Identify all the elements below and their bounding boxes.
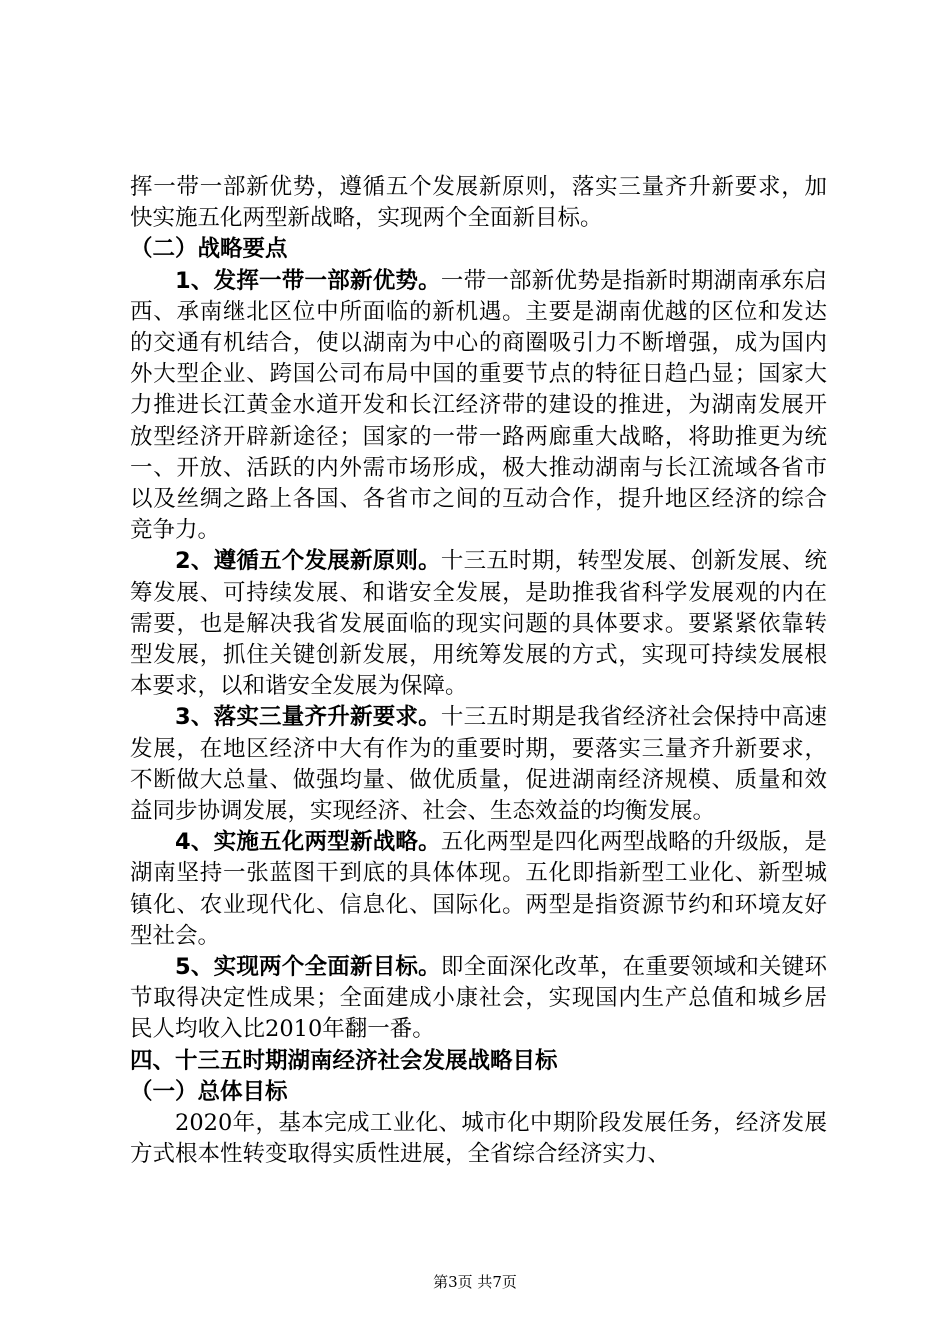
page-footer: 第3页 共7页 [433,1273,517,1291]
intro-paragraph: 挥一带一部新优势，遵循五个发展新原则，落实三量齐升新要求，加快实施五化两型新战略，实现两个全面新目标。 [130,174,827,232]
point-paragraph-1 [130,266,827,547]
section-four-heading: 四、十三五时期湖南经济社会发展战略目标 [130,1047,558,1074]
point-body-4: 五化两型是四化两型战略的升级版，是湖南坚持一张蓝图干到底的具体体现。五化即指新型工业化、新型城镇化、农业现代化、信息化、国际化。两型是指资源节约和环境友好型社会。 [130,829,827,949]
point-paragraph-5 [130,952,827,1046]
section-overall-heading: （一）总体目标 [130,1078,288,1105]
point-lead-3: 3、落实三量齐升新要求。 [175,704,441,731]
point-body-3: 十三五时期是我省经济社会保持中高速发展，在地区经济中大有作为的重要时期，要落实三量齐升新要求，不断做大总量、做强均量、做优质量，促进湖南经济规模、质量和效益同步协调发展，实现经济、社会、生态效益的均衡发展。 [130,704,827,825]
document-body [130,172,827,1171]
point-lead-1: 1、发挥一带一部新优势。 [175,267,441,294]
point-paragraph-4 [130,827,827,952]
point-body-2: 十三五时期，转型发展、创新发展、统筹发展、可持续发展、和谐安全发展，是助推我省科学发展观的内在需要，也是解决我省发展面临的现实问题的具体要求。要紧紧依靠转型发展，抓住关键创新发展，用统筹发展的方式，实现可持续发展根本要求，以和谐安全发展为保障。 [130,548,827,700]
point-lead-4: 4、实施五化两型新战略。 [175,829,441,856]
point-paragraph-3 [130,702,827,827]
section-strategy-heading: （二）战略要点 [130,236,288,263]
point-paragraph-2 [130,546,827,702]
point-lead-5: 5、实现两个全面新目标。 [175,954,441,981]
point-body-5: 即全面深化改革，在重要领域和关键环节取得决定性成果；全面建成小康社会，实现国内生产总值和城乡居民人均收入比2010年翻一番。 [130,954,827,1043]
point-body-1: 一带一部新优势是指新时期湖南承东启西、承南继北区位中所面临的新机遇。主要是湖南优越的区位和发达的交通有机结合，使以湖南为中心的商圈吸引力不断增强，成为国内外大型企业、跨国公司布局中国的重要节点的特征日趋凸显；国家大力推进长江黄金水道开发和长江经济带的建设的推进，为湖南发展开放型经济开辟新途径；国家的一带一路两廊重大战略，将助推更为统一、开放、活跃的内外需市场形成，极大推动湖南与长江流域各省市以及丝绸之路上各国、各省市之间的互动合作，提升地区经济的综合竞争力。 [130,267,827,544]
overall-paragraph: 2020年，基本完成工业化、城市化中期阶段发展任务，经济发展方式根本性转变取得实质性进展，全省综合经济实力、 [130,1110,827,1168]
point-lead-2: 2、遵循五个发展新原则。 [175,548,441,575]
